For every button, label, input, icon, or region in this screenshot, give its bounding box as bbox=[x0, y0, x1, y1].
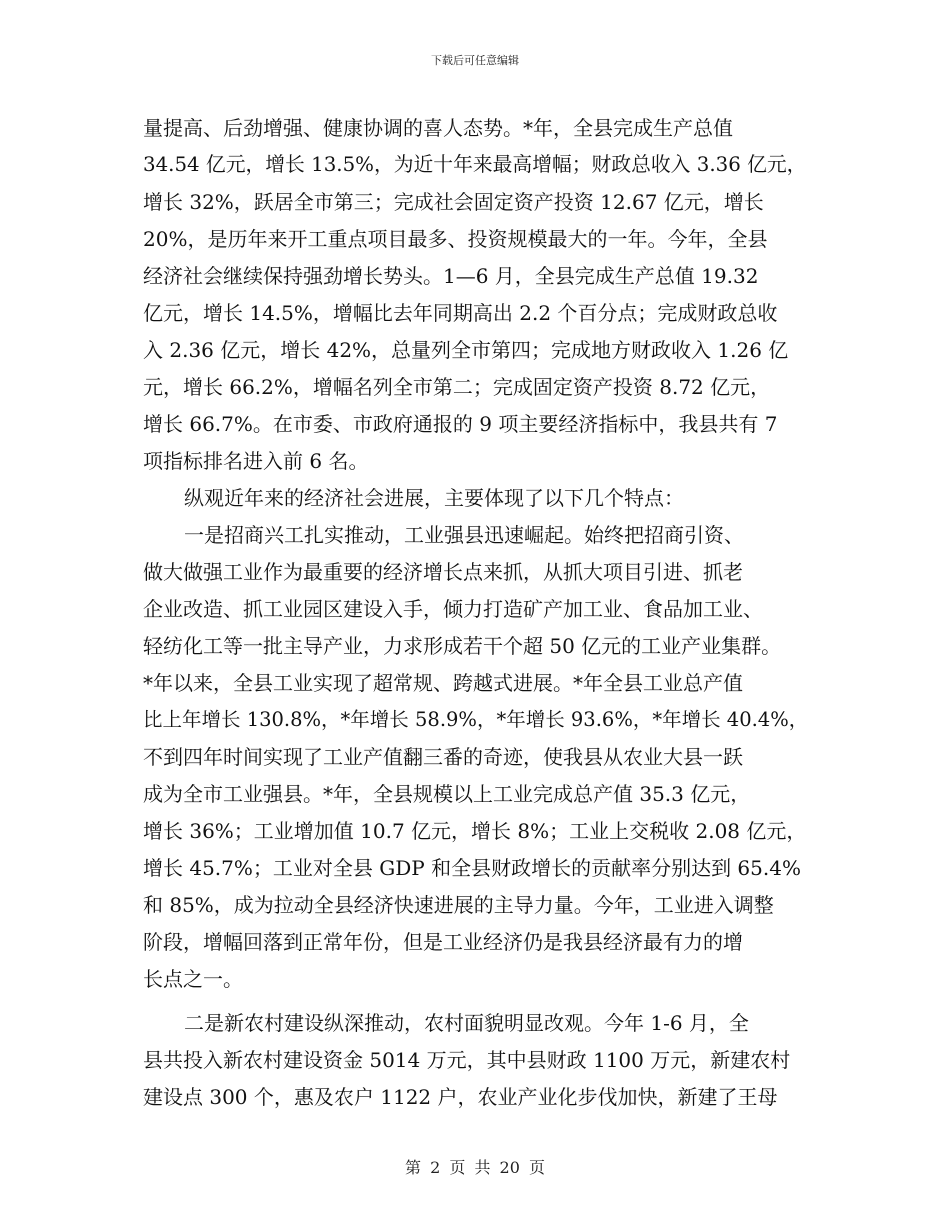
text-line: *年以来，全县工业实现了超常规、跨越式进展。*年全县工业总产值 bbox=[143, 671, 743, 695]
text-line: 比上年增长 130.8%，*年增长 58.9%，*年增长 93.6%，*年增长 40.4%， bbox=[143, 708, 809, 731]
text-line: 增长 45.7%；工业对全县 GDP 和全县财政增长的贡献率分别达到 65.4% bbox=[143, 856, 801, 880]
text-line: 轻纺化工等一批主导产业，力求形成若干个超 50 亿元的工业产业集群。 bbox=[143, 634, 782, 658]
text-line: 做大做强工业作为最重要的经济增长点来抓，从抓大项目引进、抓老 bbox=[143, 560, 743, 584]
text-line: 增长 36%；工业增加值 10.7 亿元，增长 8%；工业上交税收 2.08 亿元， bbox=[143, 819, 807, 843]
text-line: 建设点 300 个，惠及农户 1122 户，农业产业化步伐加快，新建了王母 bbox=[143, 1085, 778, 1109]
text-line: 经济社会继续保持强劲增长势头。1—6 月，全县完成生产总值 19.32 bbox=[143, 264, 759, 288]
text-line: 不到四年时间实现了工业产值翻三番的奇迹，使我县从农业大县一跃 bbox=[143, 745, 743, 769]
text-line: 元，增长 66.2%，增幅名列全市第二；完成固定资产投资 8.72 亿元， bbox=[143, 375, 771, 399]
text-line: 项指标排名进入前 6 名。 bbox=[143, 449, 369, 473]
text-line: 一是招商兴工扎实推动，工业强县迅速崛起。始终把招商引资、 bbox=[184, 523, 744, 547]
text-line: 增长 32%，跃居全市第三；完成社会固定资产投资 12.67 亿元，增长 bbox=[143, 190, 764, 214]
text-line: 量提高、后劲增强、健康协调的喜人态势。*年，全县完成生产总值 bbox=[143, 116, 733, 140]
text-line: 34.54 亿元，增长 13.5%，为近十年来最高增幅；财政总收入 3.36 亿元， bbox=[143, 153, 807, 176]
text-line: 阶段，增幅回落到正常年份，但是工业经济仍是我县经济最有力的增 bbox=[143, 930, 743, 954]
text-line: 县共投入新农村建设资金 5014 万元，其中县财政 1100 万元，新建农村 bbox=[143, 1048, 791, 1072]
text-line: 成为全市工业强县。*年，全县规模以上工业完成总产值 35.3 亿元， bbox=[143, 782, 751, 806]
text-line: 亿元，增长 14.5%，增幅比去年同期高出 2.2 个百分点；完成财政总收 bbox=[143, 301, 778, 325]
text-line: 纵观近年来的经济社会进展，主要体现了以下几个特点： bbox=[184, 486, 684, 510]
text-line: 企业改造、抓工业园区建设入手，倾力打造矿产加工业、食品加工业、 bbox=[143, 597, 763, 621]
page-footer: 第 2 页 共 20 页 bbox=[405, 1158, 545, 1177]
text-line: 二是新农村建设纵深推动，农村面貌明显改观。今年 1-6 月，全 bbox=[184, 1011, 749, 1035]
text-line: 增长 66.7%。在市委、市政府通报的 9 项主要经济指标中，我县共有 7 bbox=[143, 412, 778, 436]
text-line: 入 2.36 亿元，增长 42%，总量列全市第四；完成地方财政收入 1.26 亿 bbox=[143, 338, 789, 362]
text-line: 和 85%，成为拉动全县经济快速进展的主导力量。今年，工业进入调整 bbox=[143, 893, 774, 917]
text-line: 长点之一。 bbox=[143, 967, 243, 991]
page-header: 下载后可任意编辑 bbox=[431, 54, 519, 67]
text-line: 20%，是历年来开工重点项目最多、投资规模最大的一年。今年，全县 bbox=[143, 227, 768, 251]
